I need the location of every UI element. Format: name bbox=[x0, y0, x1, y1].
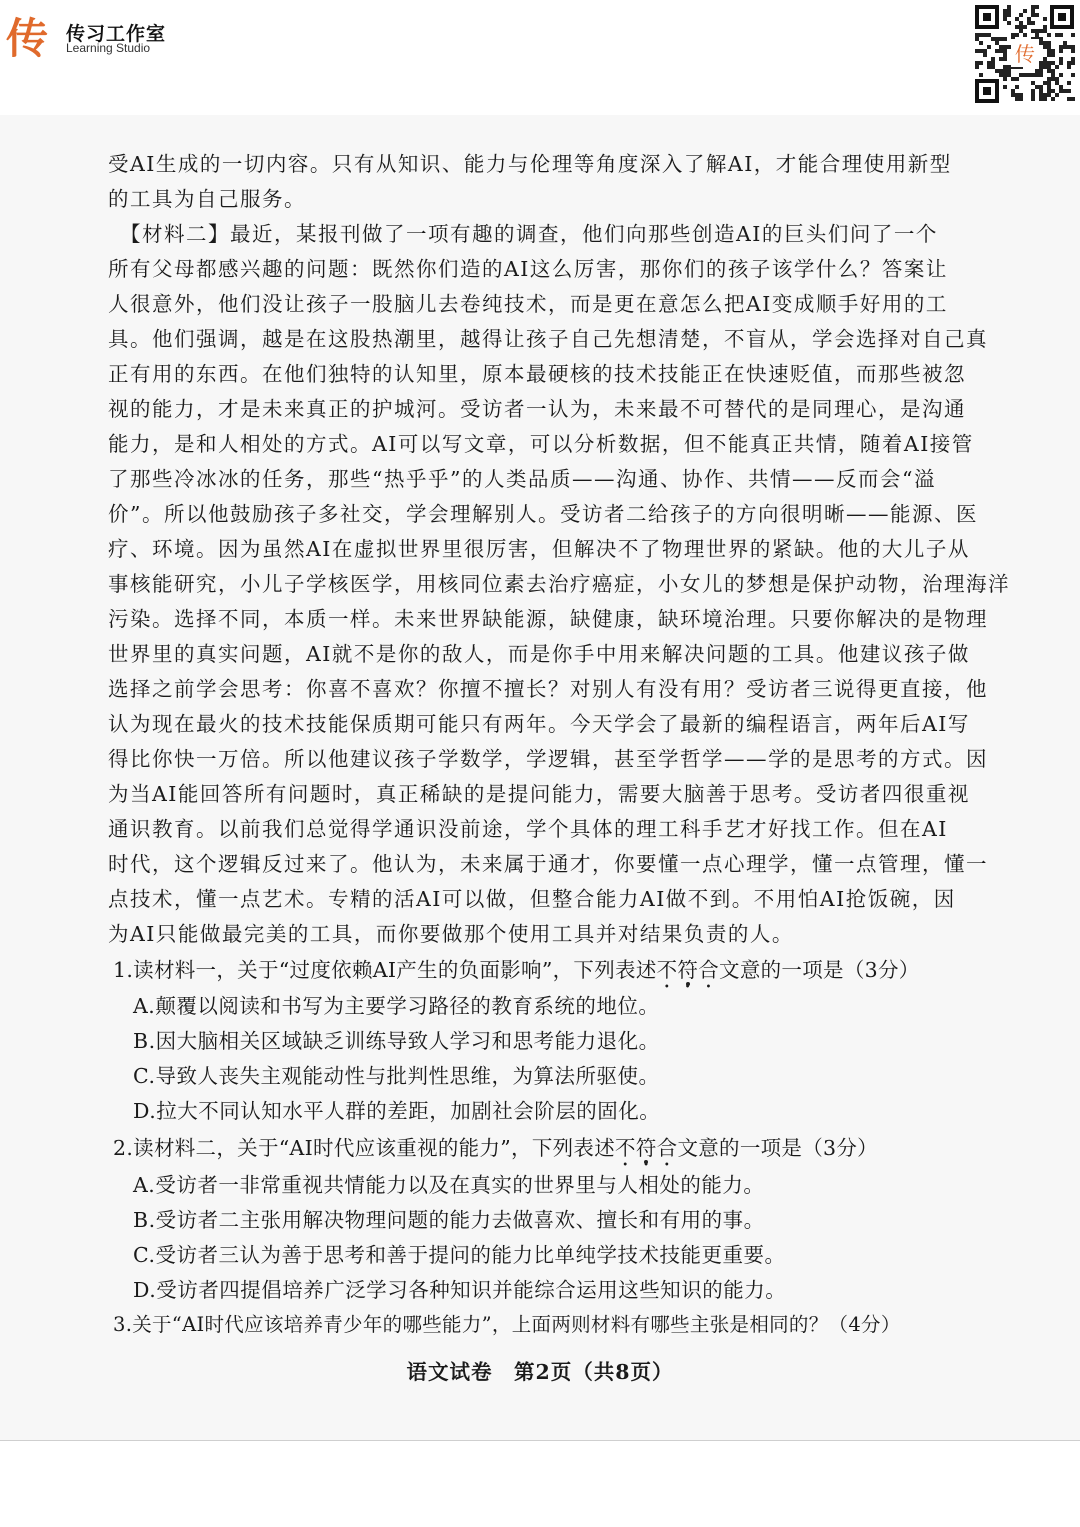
question-stem-tail: 文意的一项是（3分） bbox=[719, 958, 920, 982]
passage-line: 【材料二】最近，某报刊做了一项有趣的调查，他们向那些创造AI的巨头们问了一个 bbox=[120, 222, 938, 246]
brand-name: 传习工作室 bbox=[66, 23, 167, 45]
passage-line: 为当AI能回答所有问题时，真正稀缺的是提问能力，需要大脑善于思考。受访者四很重视 bbox=[108, 782, 970, 806]
question-stem: 3.关于“AI时代应该培养青少年的哪些能力”，上面两则材料有哪些主张是相同的？（4分） bbox=[113, 1313, 901, 1336]
passage-line: 受AI生成的一切内容。只有从知识、能力与伦理等角度深入了解AI，才能合理使用新型 bbox=[108, 152, 952, 176]
passage-line: 所有父母都感兴趣的问题：既然你们造的AI这么厉害，那你们的孩子该学什么？答案让 bbox=[108, 257, 948, 281]
passage-line: 通识教育。以前我们总觉得学通识没前途，学个具体的理工科手艺才好找工作。但在AI bbox=[108, 817, 948, 841]
divider bbox=[0, 1440, 1080, 1441]
brand-logo-icon: 传 bbox=[6, 14, 49, 63]
question-stem-text: 1.读材料一，关于“过度依赖AI产生的负面影响”，下列表述 bbox=[113, 958, 657, 982]
passage-line: 具。他们强调，越是在这股热潮里，越得让孩子自己先想清楚，不盲从，学会选择对自己真 bbox=[108, 327, 988, 351]
answer-option[interactable]: B.因大脑相关区域缺乏训练导致人学习和思考能力退化。 bbox=[133, 1029, 660, 1053]
passage-line: 为AI只能做最完美的工具，而你要做那个使用工具并对结果负责的人。 bbox=[108, 922, 794, 946]
passage-line: 疗、环境。因为虽然AI在虚拟世界里很厉害，但解决不了物理世界的紧缺。他的大儿子从 bbox=[108, 537, 970, 561]
answer-option[interactable]: D.受访者四提倡培养广泛学习各种知识并能综合运用这些知识的能力。 bbox=[133, 1278, 787, 1302]
passage-line: 时代，这个逻辑反过来了。他认为，未来属于通才，你要懂一点心理学，懂一点管理，懂一 bbox=[108, 852, 988, 876]
question-stem bbox=[113, 1133, 878, 1171]
passage-line: 点技术，懂一点艺术。专精的活AI可以做，但整合能力AI做不到。不用怕AI抢饭碗，因 bbox=[108, 887, 956, 911]
qr-code-icon[interactable] bbox=[973, 3, 1076, 105]
passage-line: 选择之前学会思考：你喜不喜欢？你擅不擅长？对别人有没有用？受访者三说得更直接，他 bbox=[108, 677, 988, 701]
page-footer: 语文试卷 第2页（共8页） bbox=[406, 1360, 674, 1384]
passage-line: 正有用的东西。在他们独特的认知里，原本最硬核的技术技能正在快速贬值，而那些被忽 bbox=[108, 362, 966, 386]
brand-tagline: Learning Studio bbox=[66, 41, 151, 55]
answer-option[interactable]: B.受访者二主张用解决物理问题的能力去做喜欢、擅长和有用的事。 bbox=[133, 1208, 765, 1232]
passage-line: 人很意外，他们没让孩子一股脑儿去卷纯技术，而是更在意怎么把AI变成顺手好用的工 bbox=[108, 292, 948, 316]
passage-line: 了那些冷冰冰的任务，那些“热乎乎”的人类品质——沟通、协作、共情——反而会“溢 bbox=[108, 467, 936, 491]
qr-center-label: 传 bbox=[1015, 42, 1035, 66]
passage-line: 能力，是和人相处的方式。AI可以写文章，可以分析数据，但不能真正共情，随着AI接管 bbox=[108, 432, 974, 456]
passage-line: 污染。选择不同，本质一样。未来世界缺能源，缺健康，缺环境治理。只要你解决的是物理 bbox=[108, 607, 988, 631]
passage-line: 得比你快一万倍。所以他建议孩子学数学，学逻辑，甚至学哲学——学的是思考的方式。因 bbox=[108, 747, 988, 771]
answer-option[interactable]: C.受访者三认为善于思考和善于提问的能力比单纯学技术技能更重要。 bbox=[133, 1243, 786, 1267]
passage-line: 事核能研究，小儿子学核医学，用核同位素去治疗癌症，小女儿的梦想是保护动物，治理海洋 bbox=[108, 572, 1010, 596]
passage-line: 世界里的真实问题，AI就不是你的敌人，而是你手中用来解决问题的工具。他建议孩子做 bbox=[108, 642, 970, 666]
question-stem bbox=[113, 955, 920, 993]
answer-option[interactable]: A.受访者一非常重视共情能力以及在真实的世界里与人相处的能力。 bbox=[133, 1173, 765, 1197]
question-stem-tail: 文意的一项是（3分） bbox=[677, 1136, 878, 1160]
emphasis-mark: 不符合 bbox=[656, 958, 720, 982]
answer-option[interactable]: A.颠覆以阅读和书写为主要学习路径的教育系统的地位。 bbox=[133, 994, 660, 1018]
site-header bbox=[0, 0, 1080, 115]
passage-line: 认为现在最火的技术技能保质期可能只有两年。今天学会了最新的编程语言，两年后AI写 bbox=[108, 712, 970, 736]
question-stem-text: 2.读材料二，关于“AI时代应该重视的能力”，下列表述 bbox=[113, 1136, 616, 1160]
answer-option[interactable]: C.导致人丧失主观能动性与批判性思维，为算法所驱使。 bbox=[133, 1064, 660, 1088]
answer-option[interactable]: D.拉大不同认知水平人群的差距，加剧社会阶层的固化。 bbox=[133, 1099, 661, 1123]
emphasis-mark: 不符合 bbox=[615, 1136, 678, 1160]
passage-line: 的工具为自己服务。 bbox=[108, 187, 306, 211]
passage-line: 价”。所以他鼓励孩子多社交，学会理解别人。受访者二给孩子的方向很明晰——能源、医 bbox=[108, 502, 978, 526]
passage-line: 视的能力，才是未来真正的护城河。受访者一认为，未来最不可替代的是同理心，是沟通 bbox=[108, 397, 966, 421]
exam-page bbox=[0, 115, 1080, 1440]
